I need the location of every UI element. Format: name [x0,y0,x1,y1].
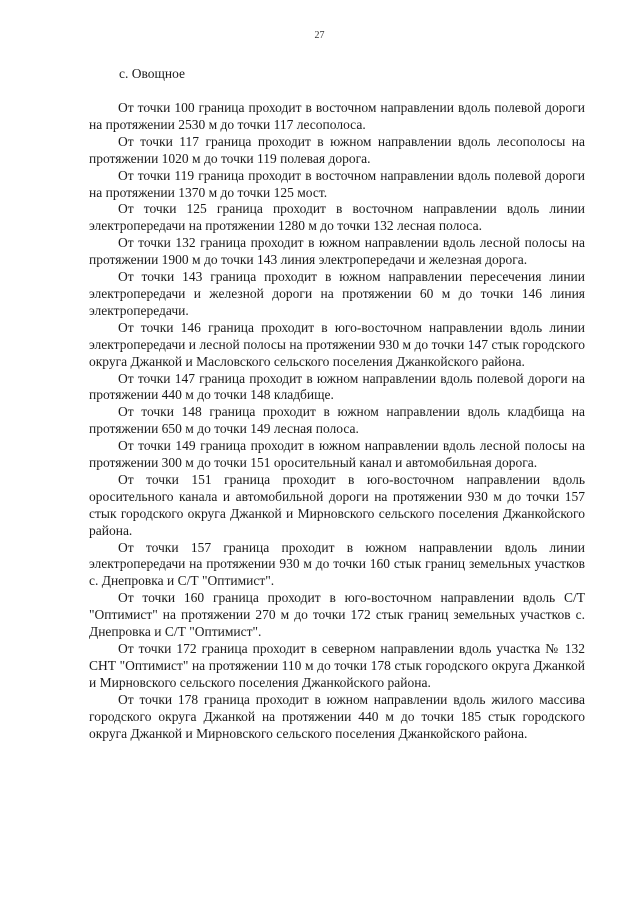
boundary-paragraph-7: От точки 146 граница проходит в юго-восточном направлении вдоль линии электропередачи и лесной полосы на протяжении 930 м до точки 147 стык городского округа Джанкой и Масловского сельского поселения Джанкойского района. [89,319,585,369]
section-body [89,100,585,742]
boundary-paragraph-14: От точки 172 граница проходит в северном направлении вдоль участка № 132 СНТ "Оптимист" на протяжении 110 м до точки 178 стык городского округа Джанкой и Мирновского сельского поселения Джанкойского района. [89,641,585,690]
boundary-paragraph-12: От точки 157 граница проходит в южном направлении вдоль линии электропередачи на протяжении 930 м до точки 160 стык границ земельных участков с. Днепровка и С/Т "Оптимист". [89,539,585,589]
boundary-paragraph-9: От точки 148 граница проходит в южном направлении вдоль кладбища на протяжении 650 м до точки 149 лесная полоса. [89,404,585,437]
boundary-paragraph-8: От точки 147 граница проходит в южном направлении вдоль полевой дороги на протяжении 440 м до точки 148 кладбище. [89,370,585,403]
boundary-paragraph-15: От точки 178 граница проходит в южном направлении вдоль жилого массива городского округа Джанкой на протяжении 440 м до точки 185 стык городского округа Джанкой и Мирновского сельского поселения Джанкойского района. [89,691,585,741]
boundary-paragraph-1: От точки 100 граница проходит в восточном направлении вдоль полевой дороги на протяжении 2530 м до точки 117 лесополоса. [89,100,585,132]
page-number: 27 [314,30,325,41]
boundary-paragraph-11: От точки 151 граница проходит в юго-восточном направлении вдоль оросительного канала и автомобильной дороги на протяжении 930 м до точки 157 стык городского округа Джанкой и Мирновского сельского поселения Джанкойского района. [89,471,585,538]
boundary-paragraph-2: От точки 117 граница проходит в южном направлении вдоль лесополосы на протяжении 1020 м до точки 119 полевая дорога. [89,133,585,166]
boundary-paragraph-5: От точки 132 граница проходит в южном направлении вдоль лесной полосы на протяжении 1900 м до точки 143 линия электропередачи и железная дорога. [89,235,585,268]
boundary-paragraph-13: От точки 160 граница проходит в юго-восточном направлении вдоль С/Т "Оптимист" на протяжении 270 м до точки 172 стык границ земельных участков с. Днепровка и С/Т "Оптимист". [89,590,585,640]
boundary-paragraph-3: От точки 119 граница проходит в восточном направлении вдоль полевой дороги на протяжении 1370 м до точки 125 мост. [89,167,585,200]
section-heading: с. Овощное [119,66,186,81]
boundary-paragraph-6: От точки 143 граница проходит в южном направлении пересечения линии электропередачи и железной дороги на протяжении 60 м до точки 146 линия электропередачи. [89,269,585,318]
boundary-paragraph-10: От точки 149 граница проходит в южном направлении вдоль лесной полосы на протяжении 300 м до точки 151 оросительный канал и автомобильная дорога. [89,438,585,471]
boundary-paragraph-4: От точки 125 граница проходит в восточном направлении вдоль линии электропередачи на протяжении 1280 м до точки 132 лесная полоса. [89,201,585,234]
